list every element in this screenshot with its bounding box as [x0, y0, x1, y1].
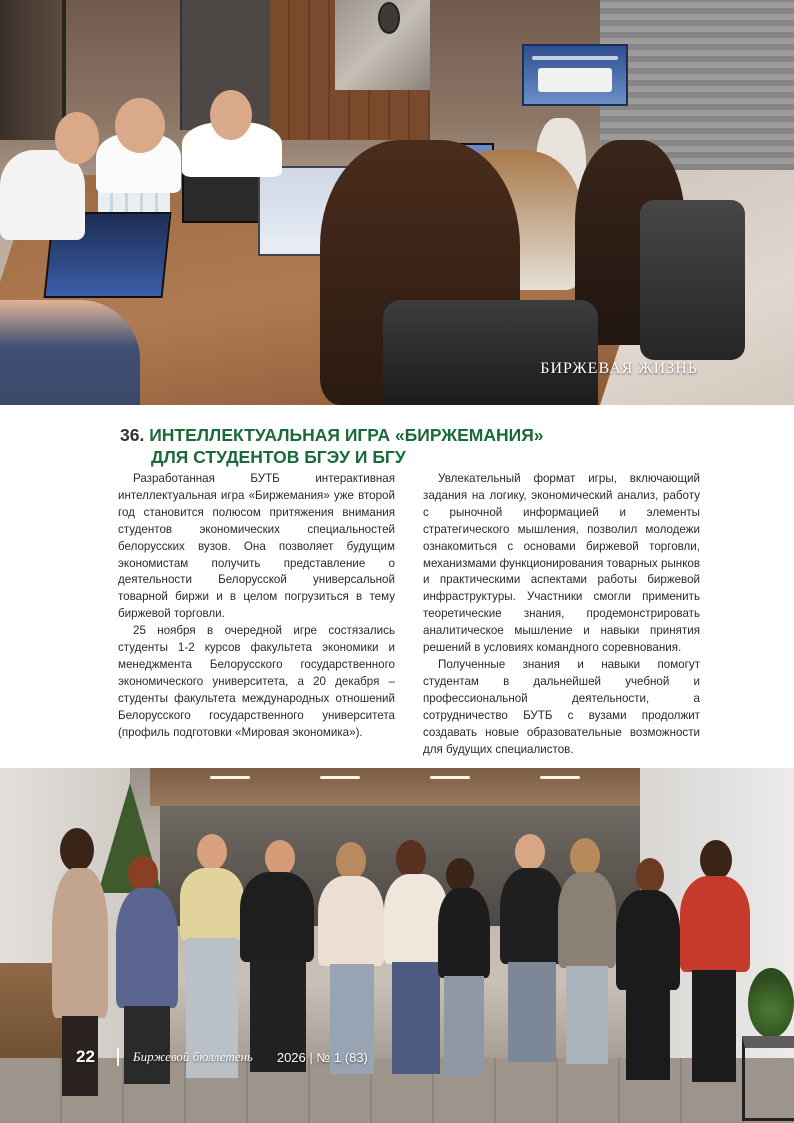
- photo-student-head: [115, 98, 165, 153]
- article-number: 36.: [120, 425, 145, 445]
- photo-person: [318, 876, 384, 966]
- photo-person: [180, 868, 244, 940]
- photo-student-head: [210, 90, 252, 140]
- photo-person-legs: [626, 988, 670, 1080]
- photo-person-head: [515, 834, 545, 870]
- photo-foreground-arm: [0, 300, 140, 405]
- photo-clock: [378, 2, 400, 34]
- article-title-line2: ДЛЯ СТУДЕНТОВ БГЭУ И БГУ: [151, 447, 406, 467]
- photo-person: [616, 890, 680, 990]
- photo-person-head: [446, 858, 474, 892]
- photo-student-head: [55, 112, 99, 164]
- article-paragraph: Разработанная БУТБ интерактивная интеллектуальная игра «Биржемания» уже второй год становится полюсом притяжения внимания студентов экономических специальностей белорусских вузов. Она позволяет будущим экономистам получить представление о деятельности Белорусской универсальной товарной биржи и в целом погрузиться в тему биржевой торговли.: [118, 472, 395, 621]
- photo-person-legs: [692, 970, 736, 1082]
- photo-person: [240, 872, 314, 962]
- photo-person-head: [128, 856, 158, 892]
- issue-info: 2026 | № 1 (83): [276, 1049, 368, 1065]
- photo-person-legs: [392, 962, 440, 1074]
- photo-person: [680, 876, 750, 972]
- photo-person: [438, 888, 490, 978]
- photo-person-head: [396, 840, 426, 878]
- bottom-photo-group: [0, 768, 794, 1123]
- photo-presentation-screen: [522, 44, 628, 106]
- photo-person-head: [60, 828, 94, 872]
- article-column-right: [423, 471, 700, 758]
- photo-person: [116, 888, 178, 1008]
- section-tag: БИРЖЕВАЯ ЖИЗНЬ: [540, 360, 698, 377]
- article-title-line1: ИНТЕЛЛЕКТУАЛЬНАЯ ИГРА «БИРЖЕМАНИЯ»: [149, 425, 544, 445]
- page-footer: [76, 1047, 368, 1067]
- screen-box: [538, 68, 612, 92]
- photo-person-head: [570, 838, 600, 876]
- photo-person: [52, 868, 108, 1018]
- article-title: [120, 424, 720, 468]
- screen-line: [532, 56, 618, 60]
- photo-person-legs: [124, 1006, 170, 1084]
- photo-person-head: [265, 840, 295, 876]
- photo-chair: [383, 300, 598, 405]
- photo-person: [500, 868, 564, 964]
- photo-person-head: [636, 858, 664, 894]
- photo-person-legs: [566, 966, 608, 1064]
- article-column-left: [118, 471, 395, 742]
- photo-window: [0, 0, 66, 140]
- article-paragraph: 25 ноября в очередной игре состязались студенты 1-2 курсов факультета экономики и менеджмента Белорусского государственного экономического университета, а 20 декабря – студенты факультета международных отношений Белорусского государственного университета (профиль подготовки «Мировая экономика»).: [118, 624, 395, 739]
- publication-name: Биржевой бюллетень: [132, 1049, 253, 1064]
- photo-chair: [640, 200, 745, 360]
- article-paragraph: Увлекательный формат игры, включающий задания на логику, экономический анализ, работу с рыночной информацией и элементы стратегического мышления, позволил молодежи ознакомиться с основами биржевой торговли, механизмами функционирования товарных рынков и практическими аспектами работы биржевой инфраструктуры. Участники смогли применить теоретические знания, продемонстрировать аналитическое мышление и навыки принятия решений в условиях командного соревнования.: [423, 472, 700, 655]
- photo-person: [558, 872, 616, 968]
- article-paragraph: Полученные знания и навыки помогут студентам в дальнейшей учебной и профессиональной деятельности, а сотрудничество БУТБ с вузами продолжит создавать новые образовательные возможности для будущих специалистов.: [423, 657, 700, 756]
- photo-person-head: [197, 834, 227, 870]
- photo-people-group: [0, 768, 794, 1123]
- photo-person-head: [336, 842, 366, 880]
- top-photo-game-session: [0, 0, 794, 405]
- photo-person-legs: [444, 976, 484, 1076]
- photo-person-legs: [508, 962, 556, 1062]
- footer-divider: [117, 1048, 119, 1066]
- page-number: 22: [76, 1047, 95, 1066]
- photo-person-head: [700, 840, 732, 880]
